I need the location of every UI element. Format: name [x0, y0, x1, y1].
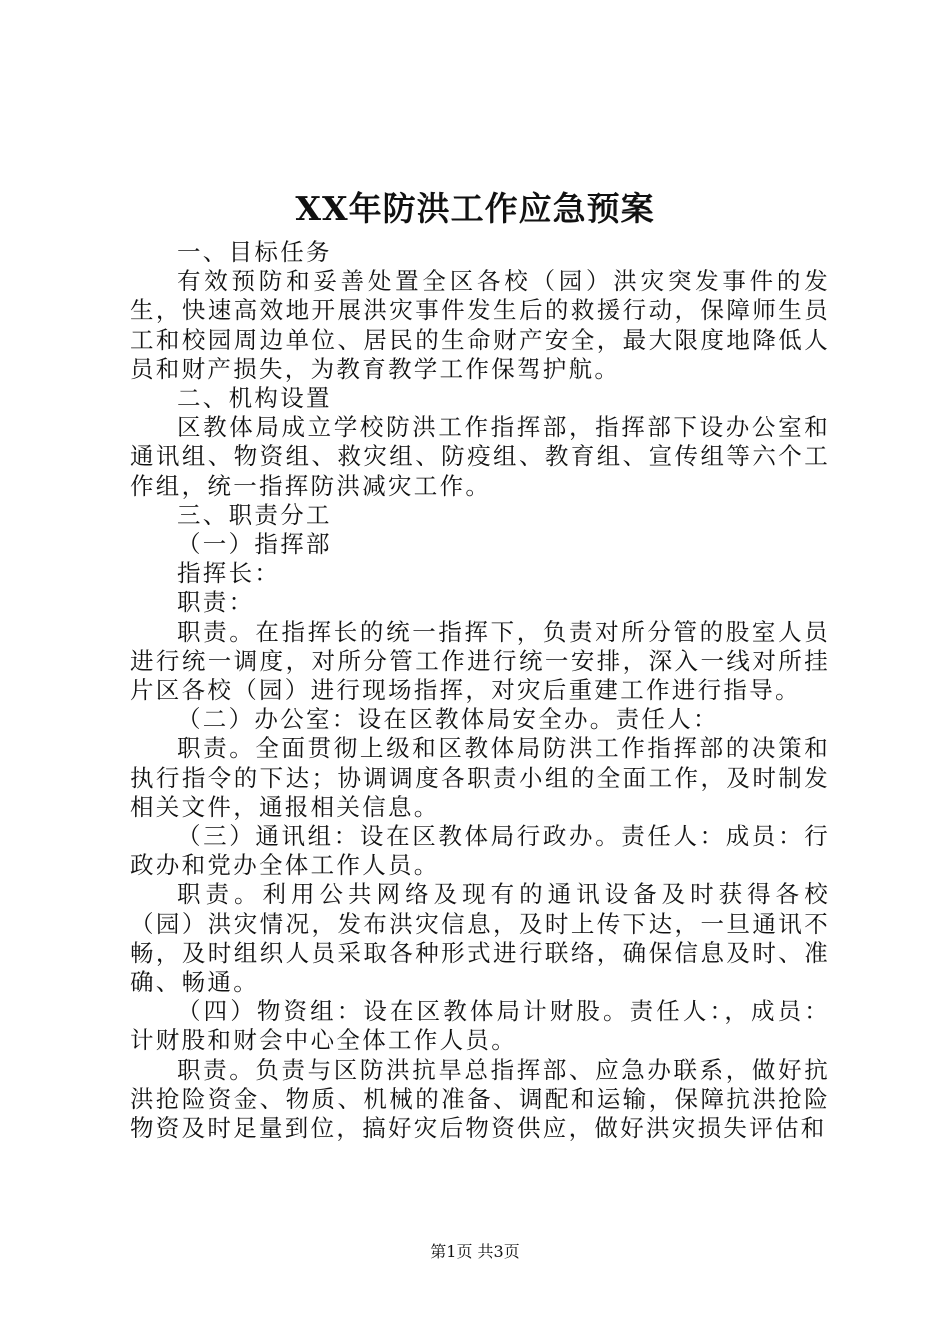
paragraph-communication-duties: 职责。利用公共网络及现有的通讯设备及时获得各校（园）洪灾情况，发布洪灾信息，及时上传下达，一旦通讯不畅，及时组织人员采取各种形式进行联络，确保信息及时、准确、畅通。: [130, 880, 830, 997]
paragraph-organization: 区教体局成立学校防洪工作指挥部，指挥部下设办公室和通讯组、物资组、救灾组、防疫组、教育组、宣传组等六个工作组，统一指挥防洪减灾工作。: [130, 413, 830, 500]
subheading-materials: （四）物资组：设在区教体局计财股。责任人：，成员：计财股和财会中心全体工作人员。: [130, 997, 830, 1055]
document-title: XX年防洪工作应急预案: [295, 189, 655, 228]
paragraph-goals: 有效预防和妥善处置全区各校（园）洪灾突发事件的发生，快速高效地开展洪灾事件发生后的救援行动，保障师生员工和校园周边单位、居民的生命财产安全，最大限度地降低人员和财产损失，为教育教学工作保驾护航。: [130, 267, 830, 383]
subheading-office: （二）办公室：设在区教体局安全办。责任人：: [177, 705, 719, 734]
line-duties-label: 职责：: [177, 588, 255, 617]
section-heading-duties: 三、职责分工: [177, 500, 332, 529]
section-heading-goals: 一、目标任务: [177, 238, 332, 266]
subheading-communication: （三）通讯组：设在区教体局行政办。责任人：成员：行政办和党办全体工作人员。: [130, 822, 830, 880]
section-heading-organization: 二、机构设置: [177, 384, 332, 413]
paragraph-office-duties: 职责。全面贯彻上级和区教体局防洪工作指挥部的决策和执行指令的下达；协调调度各职责小组的全面工作，及时制发相关文件，通报相关信息。: [130, 734, 830, 821]
subheading-command: （一）指挥部: [177, 530, 332, 559]
paragraph-command-duties: 职责。在指挥长的统一指挥下，负责对所分管的股室人员进行统一调度，对所分管工作进行统一安排，深入一线对所挂片区各校（园）进行现场指挥，对灾后重建工作进行指导。: [130, 617, 830, 705]
line-commander: 指挥长：: [177, 559, 281, 588]
document-body: [130, 238, 830, 1143]
paragraph-materials-duties: 职责。负责与区防洪抗旱总指挥部、应急办联系，做好抗洪抢险资金、物质、机械的准备、调配和运输，保障抗洪抢险物资及时足量到位，搞好灾后物资供应，做好洪灾损失评估和: [130, 1055, 830, 1143]
page-footer: 第1页 共3页: [430, 1242, 520, 1261]
